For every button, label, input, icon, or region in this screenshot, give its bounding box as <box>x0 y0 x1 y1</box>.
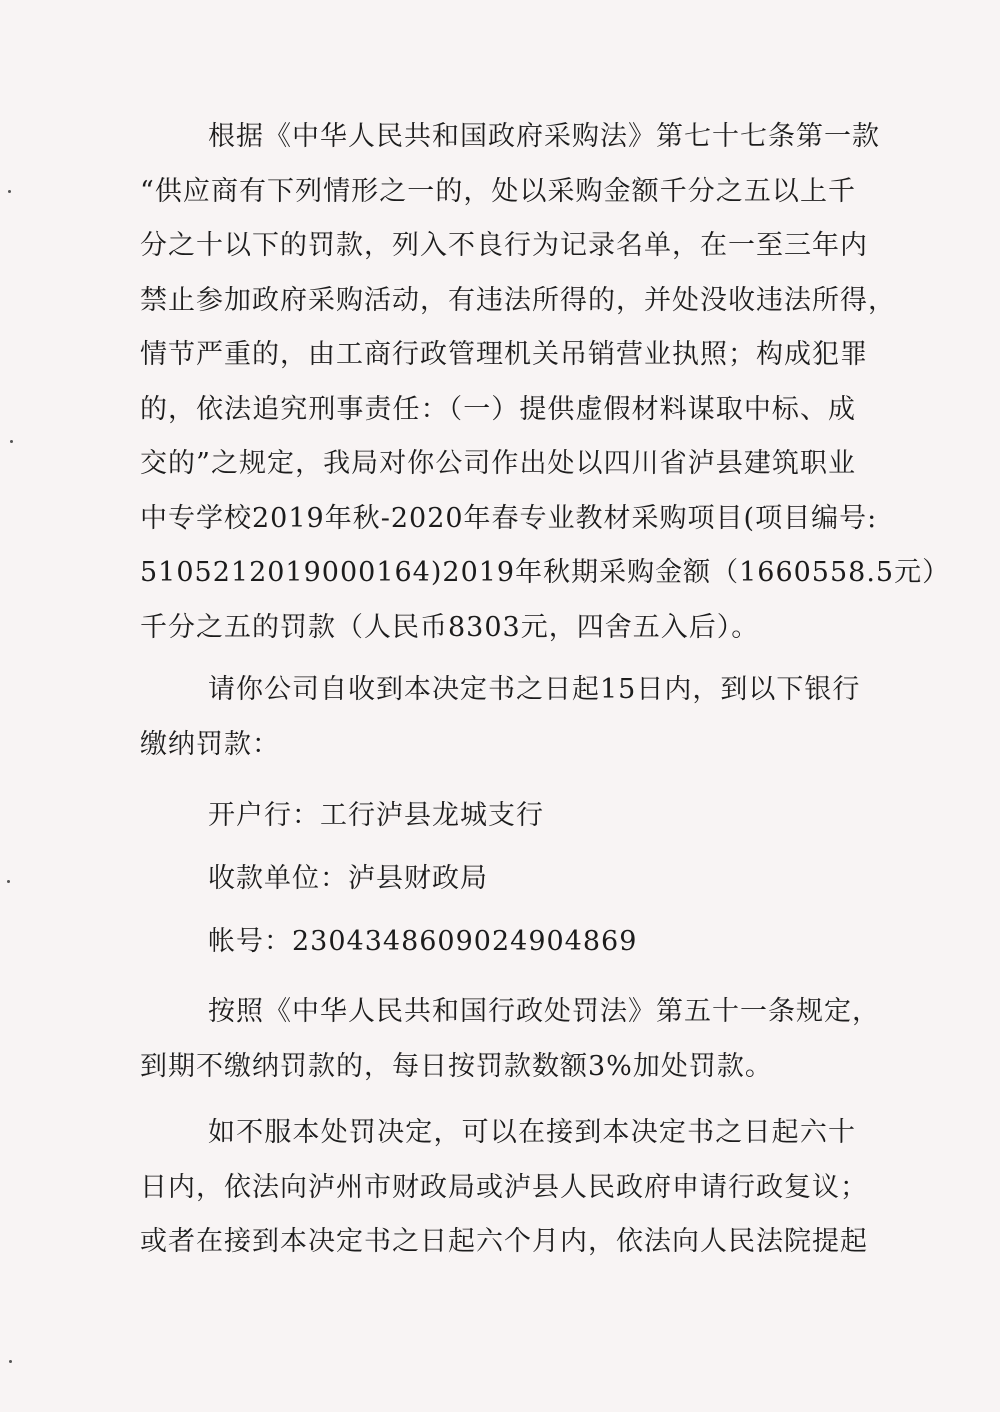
text-line: 禁止参加政府采购活动，有违法所得的，并处没收违法所得， <box>140 284 896 316</box>
text-line: 到期不缴纳罚款的，每日按罚款数额3%加处罚款。 <box>140 1050 773 1082</box>
text-line: 日内，依法向泸州市财政局或泸县人民政府申请行政复议； <box>140 1171 868 1203</box>
text-line: 的，依法追究刑事责任：（一）提供虚假材料谋取中标、成 <box>140 393 856 425</box>
text-line: 交的”之规定，我局对你公司作出处以四川省泸县建筑职业 <box>140 448 856 479</box>
text-line: 510521201900016​4)2019年秋期采购金额（1660558.5元） <box>140 557 951 588</box>
text-line: 分之十以下的罚款，列入不良行为记录名单，在一至三年内 <box>140 230 868 261</box>
paragraph-gap <box>140 973 856 985</box>
paragraph-gap <box>140 772 856 784</box>
text-line: 或者在接到本决定书之日起六个月内，依法向人民法院提起 <box>140 1226 868 1257</box>
text-line: 按照《中华人民共和国行政处罚法》第五十一条规定， <box>208 996 880 1027</box>
paragraph-late-fee <box>140 985 880 1094</box>
scan-speck <box>10 440 13 443</box>
paragraph-payment-instruction <box>140 663 861 772</box>
scan-speck <box>8 190 11 193</box>
scan-speck <box>9 1360 12 1363</box>
bank-details <box>140 784 856 973</box>
text-line: 缴纳罚款： <box>140 728 280 760</box>
scan-speck <box>7 880 10 883</box>
paragraph-gap <box>140 1094 856 1106</box>
text-line: 中专学校2019年秋-2020年春专业教材采购项目(项目编号: <box>140 502 878 534</box>
account-number: 帐号：2304348609024904869 <box>208 926 638 957</box>
paragraph-appeal <box>140 1106 868 1270</box>
text-line: 如不服本处罚决定，可以在接到本决定书之日起六十 <box>208 1117 856 1148</box>
text-line: “供应商有下列情形之一的，处以采购金额千分之五以上千 <box>140 175 856 207</box>
text-line: 根据《中华人民共和国政府采购法》第七十七条第一款 <box>208 121 880 152</box>
paragraph-penalty-basis <box>140 110 951 655</box>
text-line: 情节严重的，由工商行政管理机关吊销营业执照；构成犯罪 <box>140 339 868 370</box>
document-body <box>140 110 951 1270</box>
opening-bank: 开户行：工行泸县龙城支行 <box>208 800 544 831</box>
text-line: 请你公司自收到本决定书之日起15日内，到以下银行 <box>208 674 861 705</box>
text-line: 千分之五的罚款（人民币8303元，四舍五入后）。 <box>140 611 760 643</box>
paragraph-gap <box>140 655 856 663</box>
payee-unit: 收款单位：泸县财政局 <box>208 863 488 894</box>
